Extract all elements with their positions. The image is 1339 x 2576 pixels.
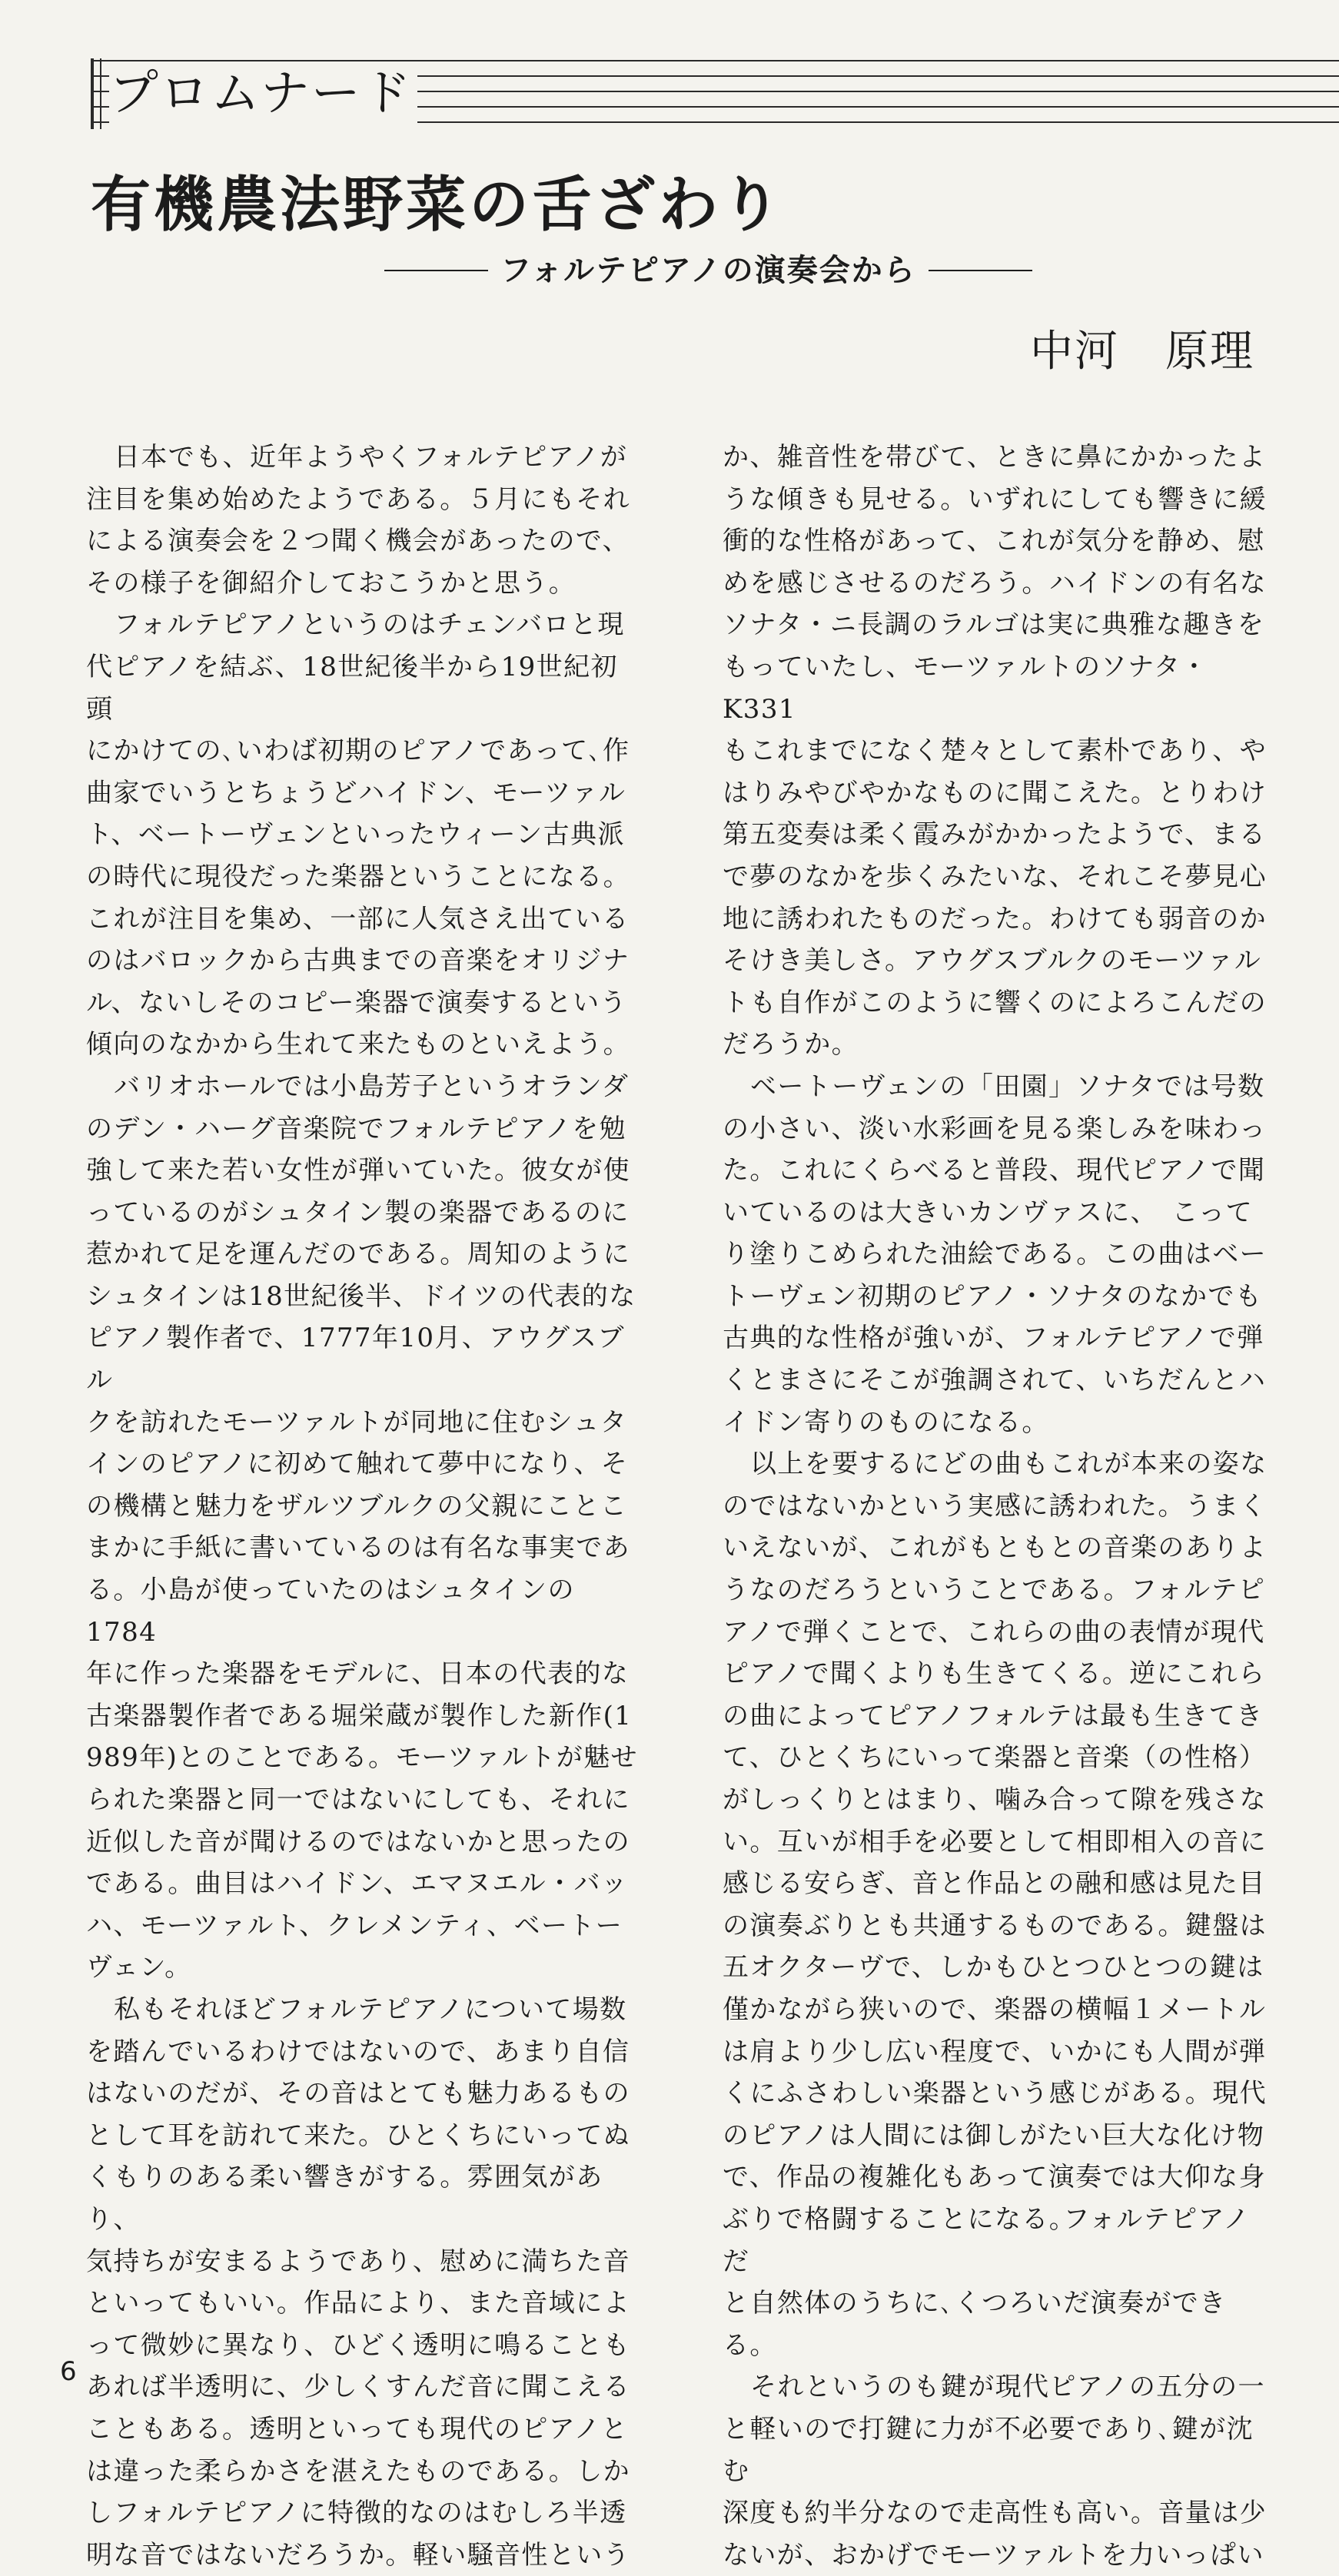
text-line: それというのも鍵が現代ピアノの五分の一: [750, 2372, 1265, 2403]
text-line: 五オクターヴで、しかもひとつひとつの鍵は: [723, 1952, 1264, 1983]
text-line: もこれまでになく楚々として素朴であり、や: [723, 735, 1267, 767]
text-line: っているのがシュタイン製の楽器であるのに: [86, 1197, 630, 1228]
text-line: い。互いが相手を必要として相即相入の音に: [723, 1826, 1267, 1857]
text-line: る。小島が使っていたのはシュタインの1784: [86, 1575, 575, 1648]
text-line: しフォルテピアノに特徴的なのはむしろ半透: [86, 2498, 627, 2529]
text-line: クを訪れたモーツァルトが同地に住むシュタ: [86, 1406, 628, 1438]
subtitle-dash: [384, 270, 488, 271]
text-line: 年に作った楽器をモデルに、日本の代表的な: [86, 1658, 630, 1690]
text-line: の曲によってピアノフォルテは最も生きてき: [723, 1700, 1264, 1731]
text-line: トーヴェン初期のピアノ・ソナタのなかでも: [723, 1280, 1263, 1312]
text-line: の機構と魅力をザルツブルクの父親にことこ: [86, 1490, 628, 1522]
text-line: といってもいい。作品により、また音域によ: [86, 2288, 630, 2319]
text-line: 注目を集め始めたようである。５月にもそれ: [86, 483, 630, 515]
staff-barline: [100, 58, 101, 129]
text-line: もっていたし、モーツァルトのソナタ・K331: [723, 651, 1208, 725]
text-line: のではないかという実感に誘われた。うまく: [723, 1490, 1267, 1522]
text-line: 明な音ではないだろうか。軽い騒音性という: [86, 2539, 630, 2571]
text-line: くとまさにそこが強調されて、いちだんとハ: [723, 1365, 1267, 1396]
text-line: って微妙に異なり、ひどく透明に鳴ることも: [86, 2329, 630, 2361]
text-line: はりみやびやかなものに聞こえた。とりわけ: [723, 777, 1267, 808]
text-line: フォルテピアノというのはチェンバロと現: [114, 609, 625, 641]
text-line: 代ピアノを結ぶ、18世紀後半から19世紀初頭: [86, 651, 618, 725]
text-line: 第五変奏は柔く霞みがかかったようで、まる: [723, 819, 1267, 851]
text-line: ないが、おかげでモーツァルトを力いっぱい: [723, 2539, 1264, 2571]
text-line: か、雑音性を帯びて、ときに鼻にかかったよ: [723, 442, 1267, 473]
section-title: プロムナード: [109, 63, 417, 124]
text-line: くにふさわしい楽器という感じがある。現代: [723, 2078, 1267, 2110]
text-line: 以上を要するにどの曲もこれが本来の姿な: [750, 1449, 1268, 1480]
text-line: 気持ちが安まるようであり、慰めに満ちた音: [86, 2246, 630, 2277]
text-line: 私もそれほどフォルテピアノについて場数: [114, 1993, 627, 2025]
text-line: の小さい、淡い水彩画を見る楽しみを味わっ: [723, 1113, 1267, 1144]
subtitle-dash: [929, 270, 1032, 271]
text-line: 日本でも、近年ようやくフォルテピアノが: [114, 442, 628, 473]
text-line: 曲家でいうとちょうどハイドン、モーツァル: [86, 777, 626, 808]
text-line: ピアノ製作者で、1777年10月、アウグスブル: [86, 1323, 625, 1396]
text-line: あれば半透明に、少しくすんだ音に聞こえる: [86, 2372, 630, 2403]
text-line: 衝的な性格があって、これが気分を静め、慰: [723, 526, 1265, 557]
text-column-right: [723, 437, 1276, 2576]
text-line: ぶりで格闘することになる｡フォルテピアノだ: [723, 2203, 1251, 2277]
text-line: 強して来た若い女性が弾いていた。彼女が使: [86, 1155, 630, 1187]
text-line: た。これにくらべると普段、現代ピアノで聞: [723, 1155, 1266, 1187]
subtitle-text: フォルテピアノの演奏会から: [500, 252, 916, 288]
text-line: ピアノで聞くよりも生きてくる。逆にこれら: [723, 1658, 1266, 1690]
text-line: と自然体のうちに､くつろいだ演奏ができる。: [723, 2288, 1227, 2361]
text-line: これが注目を集め、一部に人気さえ出ている: [86, 903, 630, 934]
text-line: ル、ないしそのコピー楽器で演奏するという: [86, 987, 627, 1018]
text-line: で、作品の複雑化もあって演奏では大仰な身: [723, 2162, 1266, 2193]
text-line: で夢のなかを歩くみたいな、それこそ夢見心: [723, 861, 1267, 892]
text-line: くもりのある柔い響きがする。雰囲気があり、: [86, 2162, 603, 2235]
text-line: うな傾きも見せる。いずれにしても響きに緩: [723, 483, 1267, 515]
text-line: 近似した音が聞けるのではないかと思ったの: [86, 1826, 630, 1857]
text-line: いえないが、これがもともとの音楽のありよ: [723, 1532, 1267, 1564]
staff-barline: [91, 58, 94, 129]
text-line: の時代に現役だった楽器ということになる。: [86, 861, 630, 892]
text-line: その様子を御紹介しておこうかと思う。: [86, 567, 576, 599]
article-title: 有機農法野菜の舌ざわり: [91, 170, 785, 240]
text-line: は肩より少し広い程度で、いかにも人間が弾: [723, 2036, 1267, 2067]
author-name: [1030, 321, 1284, 383]
text-line: がしっくりとはまり、噛み合って隙を残さな: [723, 1784, 1267, 1815]
text-line: うなのだろうということである。フォルテピ: [723, 1575, 1266, 1606]
text-line: いているのは大きいカンヴァスに、 こって: [723, 1197, 1253, 1228]
author-given-name: 原理: [1165, 327, 1254, 377]
author-family-name: 中河: [1030, 327, 1119, 377]
text-line: 989年)とのことである。モーツァルトが魅せ: [86, 1742, 638, 1774]
text-line: の演奏ぶりとも共通するものである。鍵盤は: [723, 1910, 1267, 1941]
text-line: バリオホールでは小島芳子というオランダ: [114, 1071, 630, 1102]
text-line: と軽いので打鍵に力が不必要であり､鍵が沈む: [723, 2413, 1254, 2487]
text-line: イドン寄りのものになる。: [723, 1406, 1049, 1438]
text-line: めを感じさせるのだろう。ハイドンの有名な: [723, 567, 1267, 599]
text-line: のピアノは人間には御しがたい巨大な化け物: [723, 2120, 1265, 2151]
text-line: のデン・ハーグ音楽院でフォルテピアノを勉: [86, 1113, 626, 1144]
text-line: て、ひとくちにいって楽器と音楽（の性格）: [723, 1742, 1267, 1774]
text-line: 古楽器製作者である堀栄蔵が製作した新作(1: [86, 1700, 633, 1731]
text-line: による演奏会を２つ聞く機会があったので、: [86, 526, 630, 557]
text-line: だろうか。: [723, 1029, 859, 1061]
text-line: 地に誘われたものだった。わけても弱音のか: [723, 903, 1267, 934]
text-line: アノで弾くことで、これらの曲の表情が現代: [723, 1616, 1265, 1648]
text-line: ト、ベートーヴェンといったウィーン古典派: [86, 819, 625, 851]
text-line: そけき美しさ。アウグスブルクのモーツァル: [723, 945, 1262, 977]
text-line: は違った柔らかさを湛えたものである。しか: [86, 2455, 630, 2487]
text-line: こともある。透明といっても現代のピアノと: [86, 2413, 629, 2445]
text-line: インのピアノに初めて触れて夢中になり、そ: [86, 1449, 629, 1480]
text-line: トも自作がこのように響くのによろこんだの: [723, 987, 1267, 1018]
text-line: ハ、モーツァルト、クレメンティ、ベートー: [86, 1910, 623, 1941]
text-line: 深度も約半分なので走高性も高い。音量は少: [723, 2498, 1267, 2529]
text-line: ソナタ・ニ長調のラルゴは実に典雅な趣きを: [723, 609, 1265, 641]
text-line: 古典的な性格が強いが、フォルテピアノで弾: [723, 1323, 1264, 1354]
text-line: ベートーヴェンの「田園」ソナタでは号数: [750, 1071, 1265, 1102]
text-line: として耳を訪れて来た。ひとくちにいってぬ: [86, 2120, 630, 2151]
text-line: を踏んでいるわけではないので、あまり自信: [86, 2036, 630, 2067]
music-staff-header: [91, 55, 1339, 132]
text-line: である。曲目はハイドン、エマヌエル・バッ: [86, 1868, 629, 1900]
text-line: 傾向のなかから生れて来たものといえよう。: [86, 1029, 630, 1061]
text-line: り塗りこめられた油絵である。この曲はベー: [723, 1239, 1267, 1270]
text-line: のはバロックから古典までの音楽をオリジナ: [86, 945, 630, 977]
text-line: られた楽器と同一ではないにしても、それに: [86, 1784, 630, 1815]
text-line: シュタインは18世紀後半、ドイツの代表的な: [86, 1280, 636, 1312]
text-line: 僅かながら狭いので、楽器の横幅１メートル: [723, 1993, 1267, 2025]
article-subtitle: [384, 247, 1076, 294]
text-line: はないのだが、その音はとても魅力あるもの: [86, 2078, 630, 2110]
text-line: まかに手紙に書いているのは有名な事実であ: [86, 1532, 630, 1564]
staff-line: [91, 60, 1339, 61]
page-number: 6: [60, 2356, 77, 2387]
text-line: ヴェン。: [86, 1952, 192, 1983]
text-line: にかけての､いわば初期のピアノであって､作: [86, 735, 630, 767]
text-column-left: [86, 437, 640, 2576]
text-line: 感じる安らぎ、音と作品との融和感は見た目: [723, 1868, 1266, 1900]
text-line: 惹かれて足を運んだのである。周知のように: [86, 1239, 630, 1270]
